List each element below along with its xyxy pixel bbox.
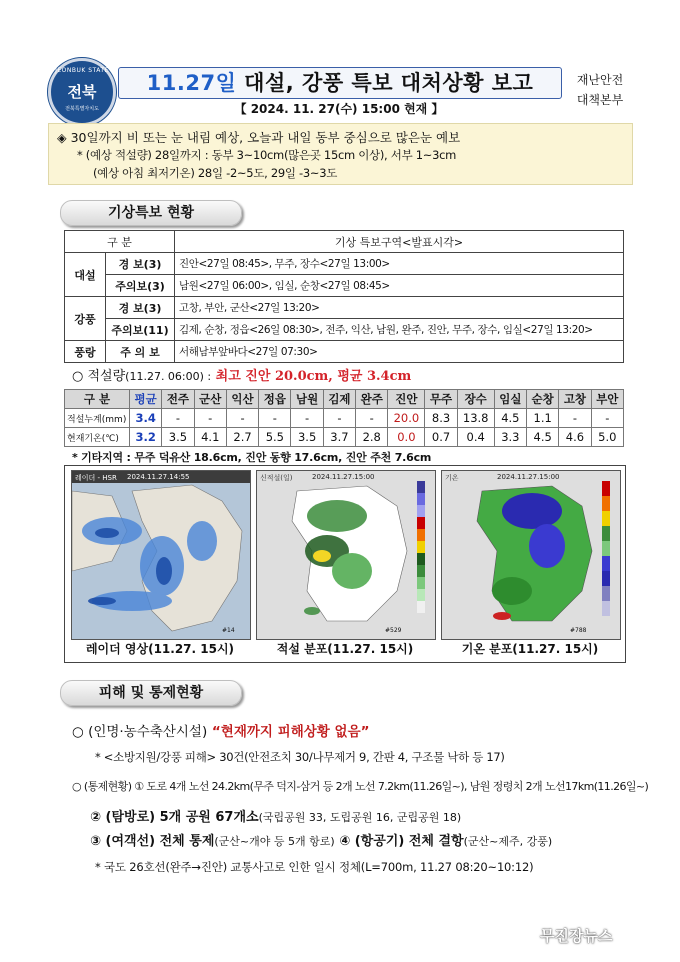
ferry-control-detail: (군산~개야 등 5개 항로) [214,835,335,848]
snow-map-time: 2024.11.27.15:00 [312,473,375,481]
notice-line-1: ◈ 30일까지 비 또는 눈 내림 예상, 오늘과 내일 동부 중심으로 많은눈 예보 [57,130,461,145]
advisory-cat-high-waves: 풍랑 [65,341,106,363]
radar-map-tag: 레이더 - HSR [75,474,117,482]
snow-total-value: 3.4 [130,409,162,428]
ferry-control-main: ③ (여객선) 전체 통제 [90,834,215,849]
snow-map-tag: 신적설(일) [260,474,293,482]
snow-distribution-map [256,470,436,640]
advisory-area: 진안<27일 08:45>, 무주, 장수<27일 13:00> [175,253,624,275]
station-head: 고창 [559,390,591,409]
road-control-line: ○ (통제현황) ① 도로 4개 노선 24.2km(무주 덕지-삼거 등 2개 노선 7.2km(11.26일~), 남원 정령치 2개 노선17km(11.26일~) [72,780,649,793]
current-temp-value: 0.0 [388,428,425,447]
snow-total-value: - [291,409,323,428]
advisory-cat-heavy-snow: 대설 [65,253,106,297]
station-head: 완주 [356,390,388,409]
temp-map-graphic [442,471,620,639]
seal-top-text: JEONBUK STATE [55,67,109,74]
snowfall-max-avg: 최고 진안 20.0cm, 평균 3.4cm [211,369,412,384]
snow-total-value: - [226,409,258,428]
snow-map-graphic [257,471,435,639]
station-head: 군산 [194,390,226,409]
snowfall-label: ○ 적설량 [72,369,126,384]
advisory-sub: 주의보(3) [106,275,175,297]
snow-map-corner: #529 [385,627,402,634]
snow-total-value: 20.0 [388,409,425,428]
station-head-label: 구 분 [65,390,130,409]
current-temp-value: 3.5 [291,428,323,447]
current-temp-value: 3.7 [323,428,355,447]
station-head: 장수 [457,390,494,409]
advisory-head-category: 구 분 [65,231,175,253]
snow-total-value: - [559,409,591,428]
snow-total-value: - [591,409,623,428]
snow-total-value: - [194,409,226,428]
temp-map-corner: #788 [570,627,587,634]
temp-map-tag: 기온 [445,474,459,482]
station-snow-temp-table [64,389,624,447]
damage-status [72,720,370,740]
current-temp-value: 4.5 [527,428,559,447]
other-areas-note: * 기타지역 : 무주 덕유산 18.6cm, 진안 동향 17.6cm, 진안 주천 7.6cm [72,451,432,464]
station-head: 익산 [226,390,258,409]
trail-control-detail: (국립공원 33, 도립공원 16, 군립공원 18) [258,811,462,824]
section-title-weather-advisory: 기상특보 현황 [60,200,242,226]
seal-bottom-text: 전북특별자치도 [65,106,99,112]
snowfall-time: (11.27. 06:00) : [125,370,212,383]
snow-total-value: - [323,409,355,428]
advisory-area: 김제, 순창, 정읍<26일 08:30>, 전주, 익산, 남원, 완주, 진안, 무주, 장수, 임실<27일 13:20> [175,319,624,341]
trail-control-line [90,806,461,825]
advisory-sub: 경 보(3) [106,297,175,319]
radar-map-time: 2024.11.27.14:55 [127,473,190,481]
issuing-org [570,70,630,110]
current-temp-value: 3.5 [162,428,194,447]
station-head: 무주 [425,390,457,409]
advisory-table [64,230,624,363]
advisory-cat-strong-wind: 강풍 [65,297,106,341]
advisory-sub: 경 보(3) [106,253,175,275]
snow-total-label: 적설누계(mm) [65,409,130,428]
radar-map-caption: 레이더 영상(11.27. 15시) [85,642,235,656]
station-head-average: 평균 [130,390,162,409]
trail-control-main: ② (탐방로) 5개 공원 67개소 [90,810,259,825]
snow-total-value: - [162,409,194,428]
snow-total-value: - [356,409,388,428]
current-temp-value: 3.2 [130,428,162,447]
current-temp-value: 2.8 [356,428,388,447]
title-text: 대설, 강풍 특보 대처상황 보고 [236,71,534,95]
org-line-2: 대책본부 [576,93,624,107]
snow-total-value: - [259,409,291,428]
advisory-sub: 주의보(11) [106,319,175,341]
forecast-notice-box [48,123,633,185]
watermark-logo: 무진장뉴스 [540,927,613,945]
snow-map-caption: 적설 분포(11.27. 15시) [276,642,414,656]
current-temp-value: 4.6 [559,428,591,447]
radar-map-graphic [72,471,250,639]
advisory-area: 고창, 부안, 군산<27일 13:20> [175,297,624,319]
station-head: 김제 [323,390,355,409]
report-title [118,67,562,99]
flight-control-main: ④ (항공기) 전체 결항 [334,834,464,849]
notice-line-2: * (예상 적설량) 28일까지 : 동부 3~10cm(많은곳 15cm 이상), 서부 1~3cm [77,148,457,162]
station-head: 진안 [388,390,425,409]
radar-map [71,470,251,640]
snow-total-value: 1.1 [527,409,559,428]
radar-map-corner: #14 [222,627,235,634]
current-temp-label: 현재기온(℃) [65,428,130,447]
notice-line-3: (예상 아침 최저기온) 28일 -2~5도, 29일 -3~3도 [93,166,338,180]
current-temp-value: 5.5 [259,428,291,447]
snow-total-value: 8.3 [425,409,457,428]
advisory-head-area: 기상 특보구역<발표시각> [175,231,624,253]
station-head: 남원 [291,390,323,409]
current-temp-value: 4.1 [194,428,226,447]
station-head: 부안 [591,390,623,409]
current-temp-value: 0.4 [457,428,494,447]
current-temp-value: 5.0 [591,428,623,447]
advisory-sub: 주 의 보 [106,341,175,363]
current-temp-value: 2.7 [226,428,258,447]
seal-main-text: 전북 [67,83,97,101]
snow-total-value: 4.5 [494,409,526,428]
station-head: 전주 [162,390,194,409]
station-head: 정읍 [259,390,291,409]
weather-maps-panel [64,465,626,663]
ferry-flight-control-line [90,830,552,849]
damage-label: ○ (인명·농수축산시설) [72,724,208,740]
advisory-area: 남원<27일 06:00>, 임실, 순창<27일 08:45> [175,275,624,297]
report-timestamp: 【 2024. 11. 27(수) 15:00 현재 】 [234,102,444,116]
temp-map-time: 2024.11.27.15:00 [497,473,560,481]
fire-support-note: * <소방지원/강풍 피해> 30건(안전조치 30/나무제거 9, 간판 4, 구조물 낙하 등 17) [95,750,505,764]
snowfall-summary [72,365,411,384]
station-head: 임실 [494,390,526,409]
title-date: 11.27일 [146,71,237,95]
station-head: 순창 [527,390,559,409]
org-line-1: 재난안전 [576,73,624,87]
advisory-area: 서해남부앞바다<27일 07:30> [175,341,624,363]
temp-map-caption: 기온 분포(11.27. 15시) [461,642,599,656]
temperature-map [441,470,621,640]
current-temp-value: 3.3 [494,428,526,447]
traffic-congestion-note: * 국도 26호선(완주→진안) 교통사고로 인한 일시 정체(L=700m, 11.27 08:20~10:12) [95,860,534,874]
snow-total-value: 13.8 [457,409,494,428]
current-temp-value: 0.7 [425,428,457,447]
damage-quote: “현재까지 피해상황 없음” [207,724,370,740]
jeonbuk-seal-logo [48,58,116,126]
flight-control-detail: (군산~제주, 강풍) [463,835,553,848]
section-title-damage-control: 피해 및 통제현황 [60,680,242,706]
